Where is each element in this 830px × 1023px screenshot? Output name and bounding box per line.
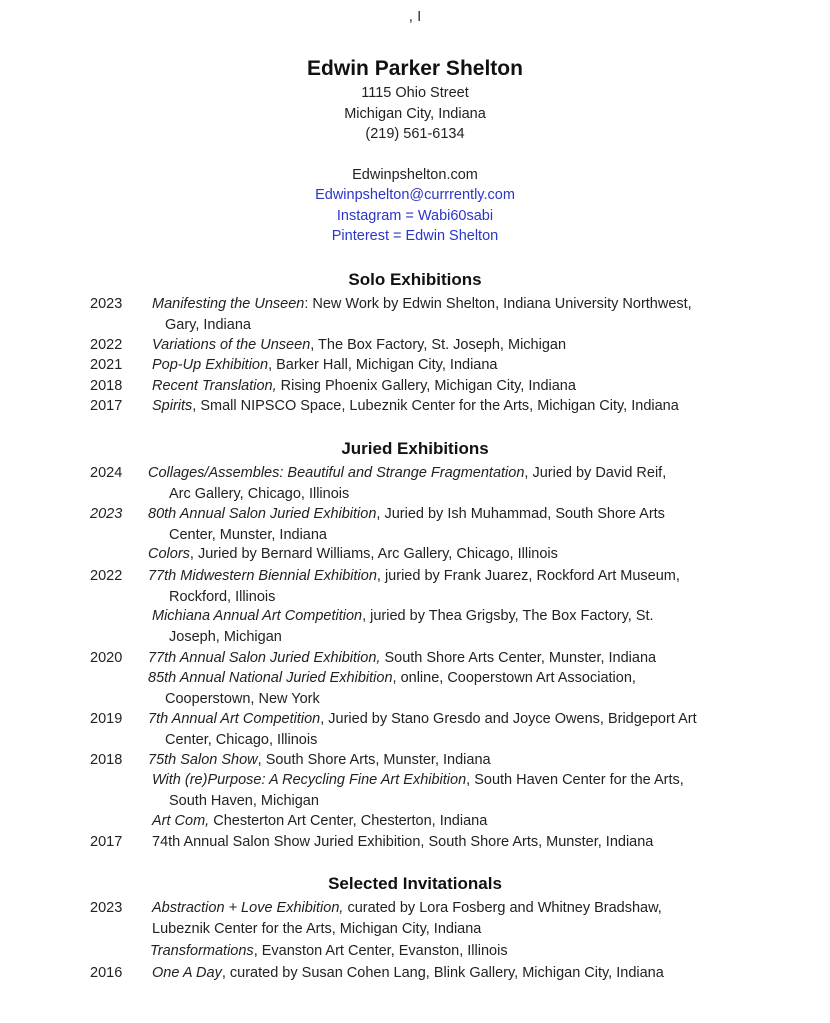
entry-title: Abstraction + Love Exhibition,: [152, 900, 344, 916]
entry-year: 2017: [90, 398, 123, 414]
entry-title: 80th Annual Salon Juried Exhibition: [148, 506, 377, 522]
entry-details: , Juried by Stano Gresdo and Joyce Owens, Bridgeport Art: [320, 711, 697, 727]
selected-invitationals-heading: Selected Invitationals: [328, 874, 502, 893]
entry-details: 74th Annual Salon Show Juried Exhibition, South Shore Arts, Munster, Indiana: [152, 834, 654, 850]
entry-continuation: Gary, Indiana: [165, 316, 251, 333]
entry-continuation: Joseph, Michigan: [169, 628, 282, 645]
entry-text: [148, 566, 680, 607]
entry-year: 2020: [90, 650, 123, 666]
juried-exhibitions-heading: Juried Exhibitions: [341, 439, 489, 458]
entry-title: 7th Annual Art Competition: [148, 711, 321, 727]
entry-text: [152, 963, 664, 984]
entry-title: Transformations: [150, 943, 254, 959]
instagram-link[interactable]: Instagram = Wabi60sabi: [336, 207, 494, 224]
page-mark: , I: [408, 8, 422, 25]
entry-continuation: Lubeznik Center for the Arts, Michigan City, Indiana: [152, 920, 482, 937]
entry-title: 77th Midwestern Biennial Exhibition: [148, 568, 377, 584]
entry-text: [148, 709, 697, 750]
phone-number: (219) 561-6134: [365, 126, 465, 142]
entry-text: [148, 668, 636, 709]
entry-details: , South Haven Center for the Arts,: [466, 772, 684, 788]
entry-title: Michiana Annual Art Competition: [152, 608, 363, 624]
entry-year: 2018: [90, 752, 123, 768]
entry-text: [152, 355, 498, 376]
entry-title: Pop-Up Exhibition: [152, 357, 269, 373]
entry-details: curated by Lora Fosberg and Whitney Bradshaw,: [343, 900, 662, 916]
entry-title: Variations of the Unseen: [152, 337, 311, 353]
email-link[interactable]: Edwinpshelton@currrently.com: [315, 187, 515, 203]
entry-title: Art Com,: [152, 813, 210, 829]
entry-text: [150, 941, 508, 962]
entry-details: , juried by Thea Grigsby, The Box Factory, St.: [362, 608, 654, 624]
entry-details: , The Box Factory, St. Joseph, Michigan: [310, 337, 567, 353]
entry-details: , Barker Hall, Michigan City, Indiana: [268, 357, 498, 373]
entry-details: South Shore Arts Center, Munster, Indiana: [380, 650, 657, 666]
entry-text: [148, 648, 656, 669]
entry-title: Spirits: [152, 398, 193, 414]
entry-text: [152, 294, 692, 335]
entry-title: With (re)Purpose: A Recycling Fine Art Exhibition: [152, 772, 467, 788]
entry-text: [148, 504, 665, 545]
entry-continuation: Center, Munster, Indiana: [169, 526, 327, 543]
entry-details: , Juried by David Reif,: [524, 465, 667, 481]
solo-exhibitions-heading: Solo Exhibitions: [348, 270, 482, 289]
entry-text: [152, 376, 576, 397]
entry-details: , Juried by Bernard Williams, Arc Gallery, Chicago, Illinois: [189, 546, 558, 562]
entry-year: 2024: [90, 465, 123, 481]
entry-title: 75th Salon Show: [148, 752, 258, 768]
entry-details: : New Work by Edwin Shelton, Indiana University Northwest,: [304, 296, 692, 312]
entry-year: 2023: [90, 296, 123, 312]
entry-text: [152, 770, 684, 811]
entry-details: , online, Cooperstown Art Association,: [392, 670, 636, 686]
entry-text: [152, 832, 653, 853]
entry-year: 2022: [90, 337, 123, 353]
entry-details: , Evanston Art Center, Evanston, Illinois: [253, 943, 508, 959]
entry-details: , Juried by Ish Muhammad, South Shore Arts: [376, 506, 665, 522]
entry-text: [152, 898, 662, 939]
entry-year: 2022: [90, 568, 123, 584]
entry-title: Collages/Assembles: Beautiful and Strange Fragmentation: [148, 465, 525, 481]
entry-year: 2017: [90, 834, 123, 850]
street-address: 1115 Ohio Street: [361, 85, 469, 101]
city-state: Michigan City, Indiana: [344, 105, 486, 122]
entry-title: 77th Annual Salon Juried Exhibition,: [148, 650, 381, 666]
entry-text: [152, 606, 654, 647]
entry-details: , curated by Susan Cohen Lang, Blink Gallery, Michigan City, Indiana: [221, 965, 664, 981]
entry-continuation: South Haven, Michigan: [169, 792, 319, 809]
entry-text: [152, 396, 679, 417]
website: Edwinpshelton.com: [352, 166, 478, 183]
artist-name: Edwin Parker Shelton: [307, 57, 523, 80]
entry-details: , Small NIPSCO Space, Lubeznik Center for the Arts, Michigan City, Indiana: [192, 398, 679, 414]
entry-year: 2019: [90, 711, 123, 727]
entry-continuation: Arc Gallery, Chicago, Illinois: [169, 485, 350, 502]
entry-year: 2018: [90, 378, 123, 394]
entry-title: One A Day: [152, 965, 222, 981]
contact-header: [0, 55, 830, 247]
entry-continuation: Center, Chicago, Illinois: [165, 731, 318, 748]
entry-title: Colors: [148, 546, 190, 562]
entry-continuation: Rockford, Illinois: [169, 588, 276, 605]
entry-text: [148, 544, 558, 565]
entry-year: 2016: [90, 965, 123, 981]
entry-details: Chesterton Art Center, Chesterton, Indiana: [209, 813, 488, 829]
entry-title: Manifesting the Unseen: [152, 296, 305, 312]
entry-text: [152, 811, 487, 832]
entry-title: 85th Annual National Juried Exhibition: [148, 670, 393, 686]
entry-continuation: Cooperstown, New York: [165, 690, 320, 707]
entry-text: [152, 335, 566, 356]
entry-details: Rising Phoenix Gallery, Michigan City, Indiana: [276, 378, 576, 394]
entry-year: 2021: [90, 357, 123, 373]
pinterest-link[interactable]: Pinterest = Edwin Shelton: [331, 228, 499, 244]
entry-details: , juried by Frank Juarez, Rockford Art Museum,: [376, 568, 680, 584]
entry-text: [148, 750, 491, 771]
entry-title: Recent Translation,: [152, 378, 277, 394]
entry-text: [148, 463, 666, 504]
entry-year: 2023: [90, 900, 123, 916]
entry-year: 2023: [90, 506, 123, 522]
entry-details: , South Shore Arts, Munster, Indiana: [257, 752, 491, 768]
